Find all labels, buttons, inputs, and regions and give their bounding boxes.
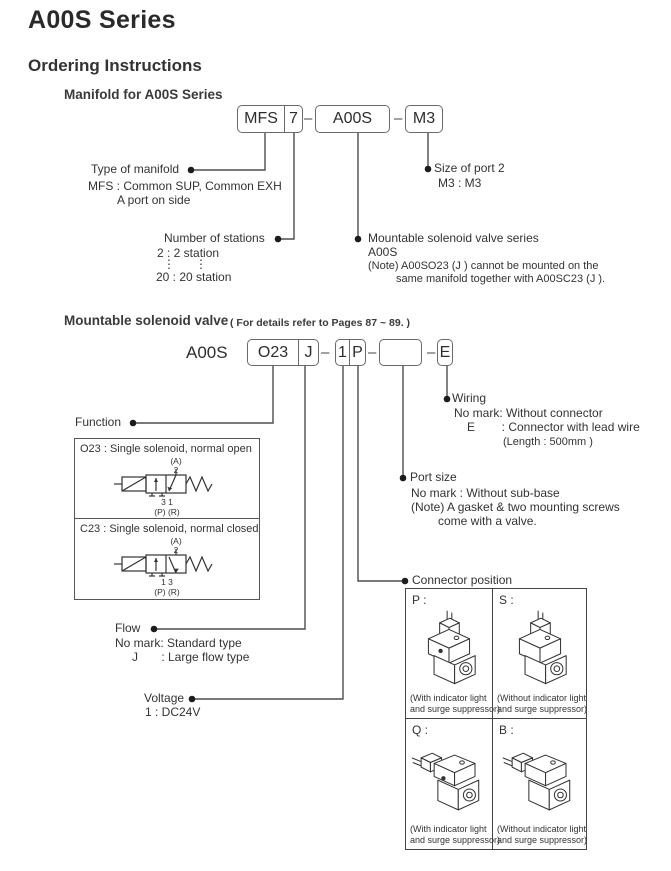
connector-caption (410, 824, 500, 845)
o23-valve-symbol (92, 455, 242, 517)
valve-heading: Mountable solenoid valve (64, 313, 229, 328)
connector-cell-q (406, 719, 501, 849)
manifold-code-box-2 (315, 105, 390, 133)
c23-title: C23 : Single solenoid, normal closed (80, 523, 259, 535)
voltage-label: Voltage (144, 691, 185, 705)
code-series: A00S (332, 110, 373, 127)
stations-label: Number of stations (164, 231, 265, 245)
code-function: O23 (257, 343, 289, 361)
stations-row1: 2 : 2 station (157, 246, 220, 260)
connector-key: B : (499, 723, 514, 737)
code-wiring: E (439, 343, 451, 361)
flow-line1: No mark: Standard type (115, 636, 242, 650)
manifold-heading: Manifold for A00S Series (64, 87, 223, 102)
stations-ellipsis: ⋮ ⋮ (163, 257, 208, 271)
code-dash: – (304, 110, 313, 127)
caption-line2: and surge suppressor) (497, 703, 588, 714)
caption-line2: and surge suppressor) (497, 834, 588, 845)
code-dash: – (368, 344, 377, 361)
code-position: P (349, 340, 365, 365)
function-cell-o23 (75, 439, 259, 519)
code-port: M3 (412, 110, 436, 127)
valve-code-box-blank (379, 339, 422, 366)
type-of-manifold-label: Type of manifold (91, 162, 180, 176)
wiring-label: Wiring (452, 391, 487, 405)
code-blank (380, 340, 421, 365)
code-flow: J (298, 340, 318, 365)
valve-code-box-2 (335, 339, 366, 366)
caption-line1: (With indicator light (410, 824, 487, 834)
caption-line1: (Without indicator light (497, 693, 587, 703)
sym-ports: 1 3 (161, 577, 173, 587)
connector-position-table (405, 588, 587, 850)
type-of-manifold-line2: A port on side (117, 193, 191, 207)
code-stations: 7 (284, 106, 302, 132)
code-dash: – (321, 344, 330, 361)
connector-cell-s (493, 589, 586, 719)
valve-series-name: A00S (368, 245, 398, 259)
caption-line1: (With indicator light (410, 693, 487, 703)
wiring-line2: E : Connector with lead wire (467, 420, 640, 434)
sym-ports: 3 1 (161, 497, 173, 507)
flow-line2: J : Large flow type (132, 650, 250, 664)
page-title: A00S Series (28, 6, 176, 34)
wiring-line3: (Length : 500mm ) (503, 436, 593, 448)
sym-label-pr: (P) (R) (154, 587, 180, 597)
valve-code-prefix: A00S (186, 343, 228, 362)
caption-line2: and surge suppressor) (410, 703, 501, 714)
port-size-line1: No mark : Without sub-base (411, 486, 560, 500)
connector-key: Q : (412, 723, 429, 737)
connector-caption (497, 824, 587, 845)
wiring-line1: No mark: Without connector (454, 406, 603, 420)
valve-illustration-up-indicator (413, 607, 485, 693)
sym-label-2: 2 (173, 545, 179, 555)
connector-caption (497, 693, 587, 714)
valve-series-label: Mountable solenoid valve series (368, 231, 539, 245)
caption-line1: (Without indicator light (497, 824, 587, 834)
valve-illustration-left (498, 743, 582, 821)
code-type: MFS (244, 110, 278, 127)
port-size-line3: come with a valve. (438, 514, 537, 528)
sym-label-2: 2 (173, 465, 179, 475)
ordering-instructions-heading: Ordering Instructions (28, 56, 202, 75)
connector-key: P : (412, 593, 427, 607)
port-size-label: Port size (410, 470, 457, 484)
code-dash: – (394, 110, 403, 127)
code-dash: – (427, 344, 436, 361)
valve-series-note2: same manifold together with A00SC23 (J ). (396, 273, 606, 285)
manifold-code-box-3 (405, 105, 443, 133)
port2-label: Size of port 2 (434, 161, 505, 175)
valve-illustration-up (504, 607, 576, 693)
o23-title: O23 : Single solenoid, normal open (80, 443, 252, 455)
function-box (74, 438, 260, 600)
sym-label-a: (A) (170, 456, 182, 466)
manifold-code-box-1 (237, 105, 303, 133)
c23-valve-symbol (92, 535, 242, 597)
connector-position-label: Connector position (412, 573, 513, 587)
caption-line2: and surge suppressor) (410, 834, 501, 845)
valve-series-note1: (Note) A00SO23 (J ) cannot be mounted on the (368, 260, 599, 272)
port2-line1: M3 : M3 (438, 176, 482, 190)
voltage-line1: 1 : DC24V (145, 705, 201, 719)
function-label: Function (75, 415, 122, 429)
code-voltage: 1 (338, 343, 347, 361)
connector-cell-b (493, 719, 586, 849)
port-size-line2: (Note) A gasket & two mounting screws (411, 500, 620, 514)
function-cell-c23 (75, 519, 259, 598)
valve-heading-note: ( For details refer to Pages 87 ~ 89. ) (230, 317, 411, 329)
sym-label-a: (A) (170, 536, 182, 546)
valve-code-box-1 (247, 339, 319, 366)
connector-caption (410, 693, 500, 714)
stations-row2: 20 : 20 station (156, 270, 232, 284)
flow-label: Flow (115, 621, 141, 635)
sym-label-pr: (P) (R) (154, 507, 180, 517)
type-of-manifold-line1: MFS : Common SUP, Common EXH (88, 179, 282, 193)
connector-key: S : (499, 593, 514, 607)
connector-cell-p (406, 589, 501, 719)
valve-code-box-3 (437, 339, 453, 366)
valve-illustration-left-indicator (407, 743, 491, 821)
